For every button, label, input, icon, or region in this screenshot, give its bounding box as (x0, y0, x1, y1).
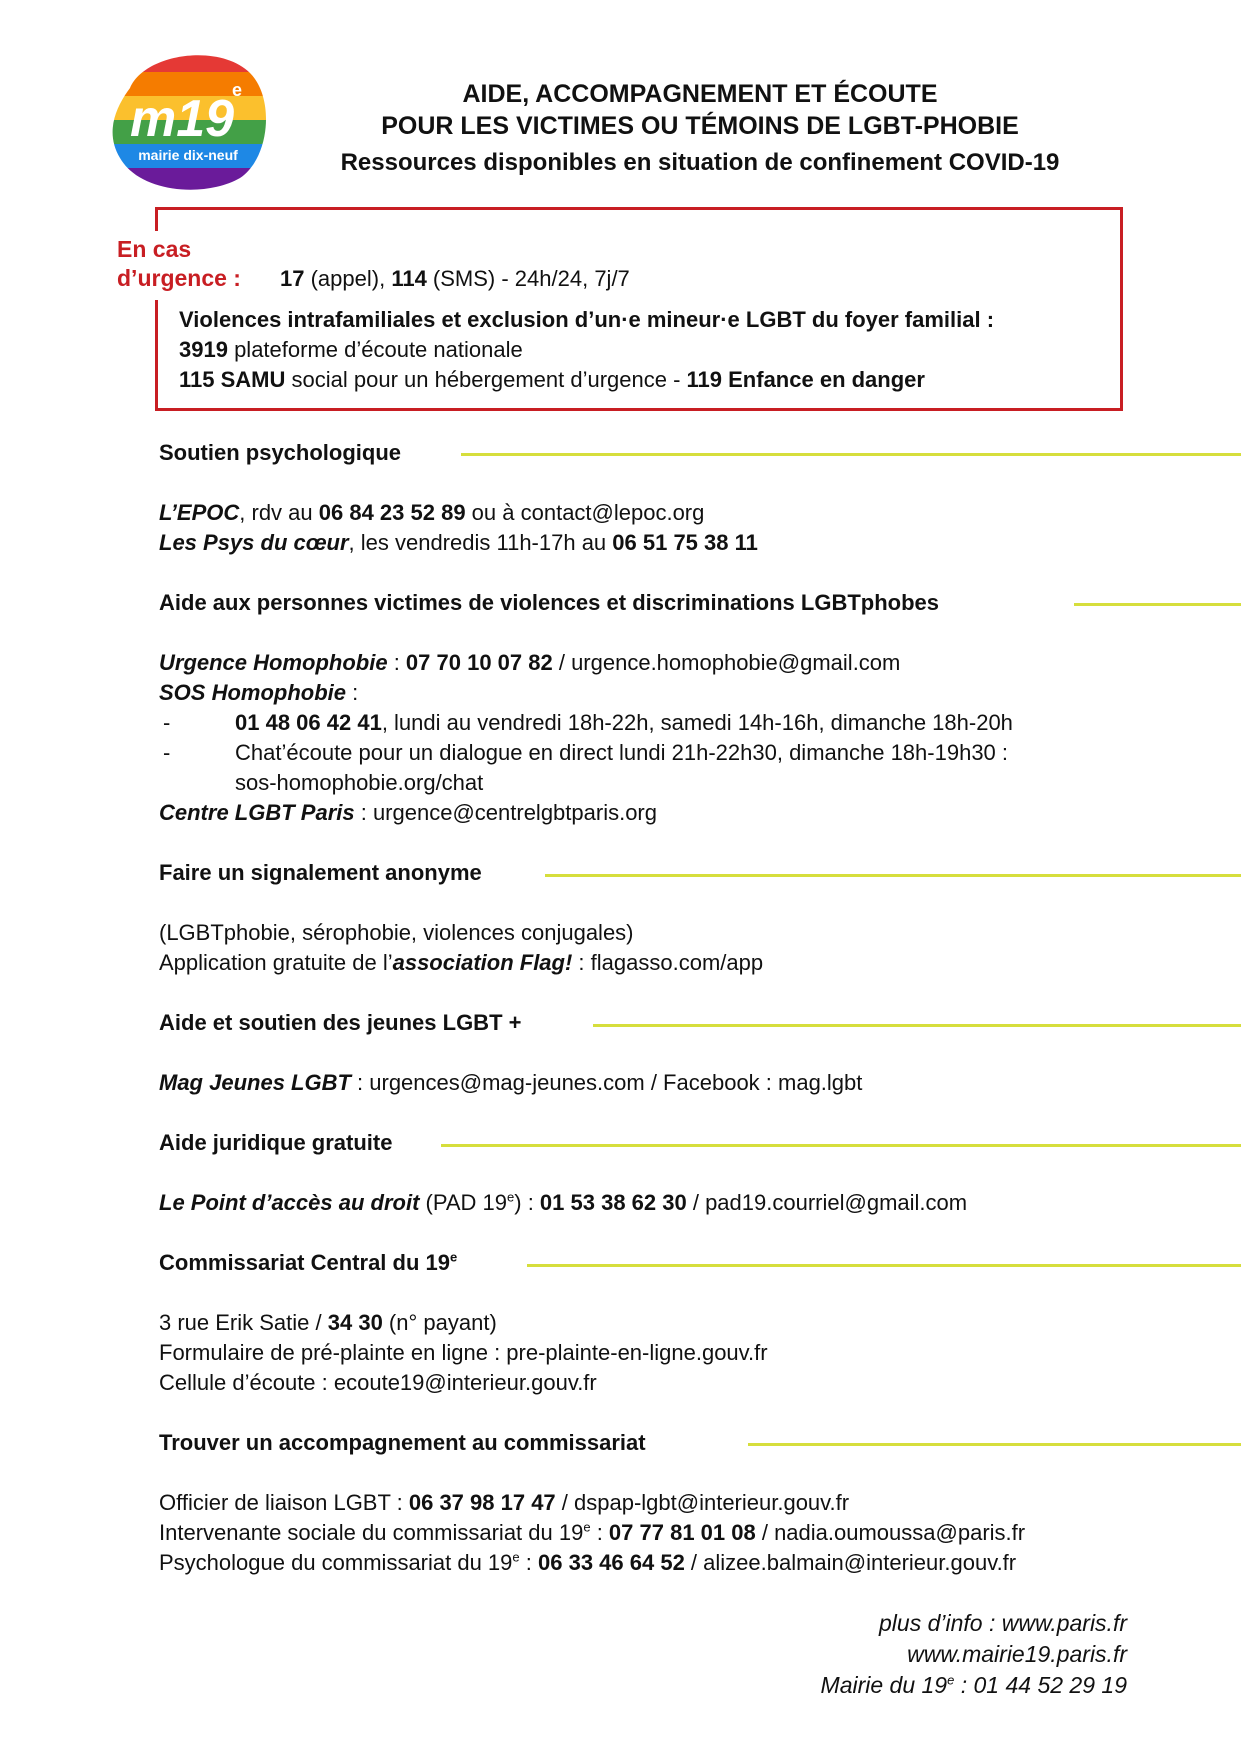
org-name: Centre LGBT Paris (159, 800, 355, 825)
urgence-label-2: d’urgence : (117, 265, 241, 291)
tel-119[interactable]: 119 Enfance en danger (686, 367, 925, 392)
section-rule (461, 453, 1241, 456)
urgence-label-1: En cas (117, 236, 192, 262)
section-title-juridique: Aide juridique gratuite (159, 1130, 393, 1155)
section-title-psy: Soutien psychologique (159, 440, 402, 465)
line-commis-1 (159, 1308, 497, 1338)
footer-line-3 (821, 1670, 1127, 1700)
footer-line-2: www.mairie19.paris.fr (907, 1641, 1127, 1667)
text: / pad19.courriel@gmail.com (686, 1190, 968, 1215)
urgence-box-edge (155, 300, 158, 411)
line-sos-chat: Chat’écoute pour un dialogue en direct lundi 21h-22h30, dimanche 18h-19h30 : (235, 740, 1009, 765)
sup: e (583, 1519, 591, 1535)
phone[interactable]: 07 77 81 01 08 (608, 1520, 756, 1545)
text: / urgence.homophobie@gmail.com (552, 650, 901, 675)
line-signal-2 (159, 948, 763, 978)
text: Officier de liaison LGBT : (159, 1490, 409, 1515)
line-commis-3: Cellule d’écoute : ecoute19@interieur.gouv.fr (159, 1370, 597, 1395)
phone[interactable]: 07 70 10 07 82 (405, 650, 553, 675)
section-title-aide: Aide aux personnes victimes de violences et discriminations LGBTphobes (159, 590, 940, 615)
sup: e (507, 1189, 515, 1205)
line-accomp-3 (159, 1548, 1016, 1578)
tel-3919[interactable]: 3919 (179, 337, 228, 362)
section-title-jeunes: Aide et soutien des jeunes LGBT + (159, 1010, 522, 1035)
text: ou à contact@lepoc.org (465, 500, 705, 525)
section-rule (593, 1024, 1241, 1027)
urgence-numbers (280, 264, 630, 294)
footer-line-1: plus d’info : www.paris.fr (879, 1610, 1127, 1636)
text: , les vendredis 11h-17h au (348, 530, 613, 555)
link-sos-chat[interactable]: sos-homophobie.org/chat (235, 770, 484, 795)
text: (PAD 19 (419, 1190, 508, 1215)
phone[interactable]: 01 53 38 62 30 (539, 1190, 687, 1215)
line-centre-lgbt (159, 798, 657, 828)
text: social pour un hébergement d’urgence - (285, 367, 687, 392)
line-commis-2: Formulaire de pré-plainte en ligne : pre-plainte-en-ligne.gouv.fr (159, 1340, 768, 1365)
violences-title: Violences intrafamiliales et exclusion d’un·e mineur·e LGBT du foyer familial : (179, 307, 995, 332)
title-line-1: AIDE, ACCOMPAGNEMENT ET ÉCOUTE (462, 80, 938, 108)
org-name: Mag Jeunes LGBT (159, 1070, 351, 1095)
logo-caption: mairie dix-neuf (138, 147, 238, 163)
text: Psychologue du commissariat du 19 (159, 1550, 513, 1575)
text: plateforme d’écoute nationale (227, 337, 523, 362)
text: Intervenante sociale du commissariat du 19 (159, 1520, 584, 1545)
text: / alizee.balmain@interieur.gouv.fr (684, 1550, 1017, 1575)
title-line-2: POUR LES VICTIMES OU TÉMOINS DE LGBT-PHOBIE (381, 112, 1019, 140)
logo-sup: e (232, 80, 243, 100)
text: (n° payant) (382, 1310, 497, 1335)
dash: - (163, 740, 171, 765)
text: : urgence@centrelgbtparis.org (354, 800, 657, 825)
text: : (519, 1550, 538, 1575)
section-rule (1074, 603, 1241, 606)
org-name: L’EPOC (159, 500, 240, 525)
line-epoc (159, 498, 704, 528)
text: : flagasso.com/app (572, 950, 764, 975)
phone[interactable]: 34 30 (327, 1310, 383, 1335)
phone[interactable]: 06 84 23 52 89 (318, 500, 466, 525)
text: : 01 44 52 29 19 (954, 1672, 1127, 1698)
section-title-accompagnement: Trouver un accompagnement au commissariat (159, 1430, 646, 1455)
sup: e (449, 1249, 458, 1265)
line-urgence-homophobie (159, 648, 900, 678)
dash: - (163, 710, 171, 735)
line-3919 (179, 335, 523, 365)
line-accomp-2 (159, 1518, 1025, 1548)
section-rule (527, 1264, 1241, 1267)
text: / nadia.oumoussa@paris.fr (755, 1520, 1026, 1545)
urgence-box-edge (155, 207, 158, 231)
line-psys (159, 528, 758, 558)
org-name: Les Psys du cœur (159, 530, 349, 555)
org-name: association Flag! (392, 950, 573, 975)
text: , lundi au vendredi 18h-22h, samedi 14h-16h, dimanche 18h-20h (381, 710, 1013, 735)
text: Mairie du 19 (820, 1672, 948, 1698)
text: : (387, 650, 406, 675)
line-signal-1: (LGBTphobie, sérophobie, violences conjugales) (159, 920, 634, 945)
logo-text: m19 (129, 90, 235, 148)
text: 3 rue Erik Satie / (159, 1310, 328, 1335)
tel-114[interactable]: 114 (391, 266, 427, 291)
line-115-119 (179, 365, 925, 395)
line-sos-homophobie (159, 678, 358, 708)
subtitle: Ressources disponibles en situation de confinement COVID-19 (340, 149, 1060, 176)
sup: e (947, 1672, 955, 1688)
text: , rdv au (239, 500, 319, 525)
org-name: SOS Homophobie (159, 680, 346, 705)
line-mag (159, 1068, 862, 1098)
phone[interactable]: 01 48 06 42 41 (235, 710, 382, 735)
text: (appel), (304, 266, 392, 291)
section-rule (748, 1443, 1241, 1446)
line-pad (159, 1188, 967, 1218)
tel-17[interactable]: 17 (280, 266, 305, 291)
text: : (346, 680, 359, 705)
text: : urgences@mag-jeunes.com / Facebook : mag.lgbt (350, 1070, 863, 1095)
tel-115[interactable]: 115 SAMU (179, 367, 286, 392)
line-sos-tel (235, 708, 1013, 738)
section-title-commissariat (159, 1248, 457, 1278)
org-name: Le Point d’accès au droit (159, 1190, 420, 1215)
sup: e (512, 1549, 520, 1565)
text: / dspap-lgbt@interieur.gouv.fr (555, 1490, 850, 1515)
org-name: Urgence Homophobie (159, 650, 388, 675)
text: Commissariat Central du 19 (159, 1250, 450, 1275)
section-title-signalement: Faire un signalement anonyme (159, 860, 482, 885)
phone[interactable]: 06 33 46 64 52 (538, 1550, 685, 1575)
phone[interactable]: 06 51 75 38 11 (612, 530, 758, 555)
section-rule (441, 1144, 1241, 1147)
text: : (590, 1520, 609, 1545)
line-accomp-1 (159, 1488, 849, 1518)
phone[interactable]: 06 37 98 17 47 (408, 1490, 556, 1515)
text: Application gratuite de l’ (159, 950, 393, 975)
section-rule (545, 874, 1241, 877)
text: (SMS) - 24h/24, 7j/7 (426, 266, 630, 291)
text: ) : (514, 1190, 540, 1215)
